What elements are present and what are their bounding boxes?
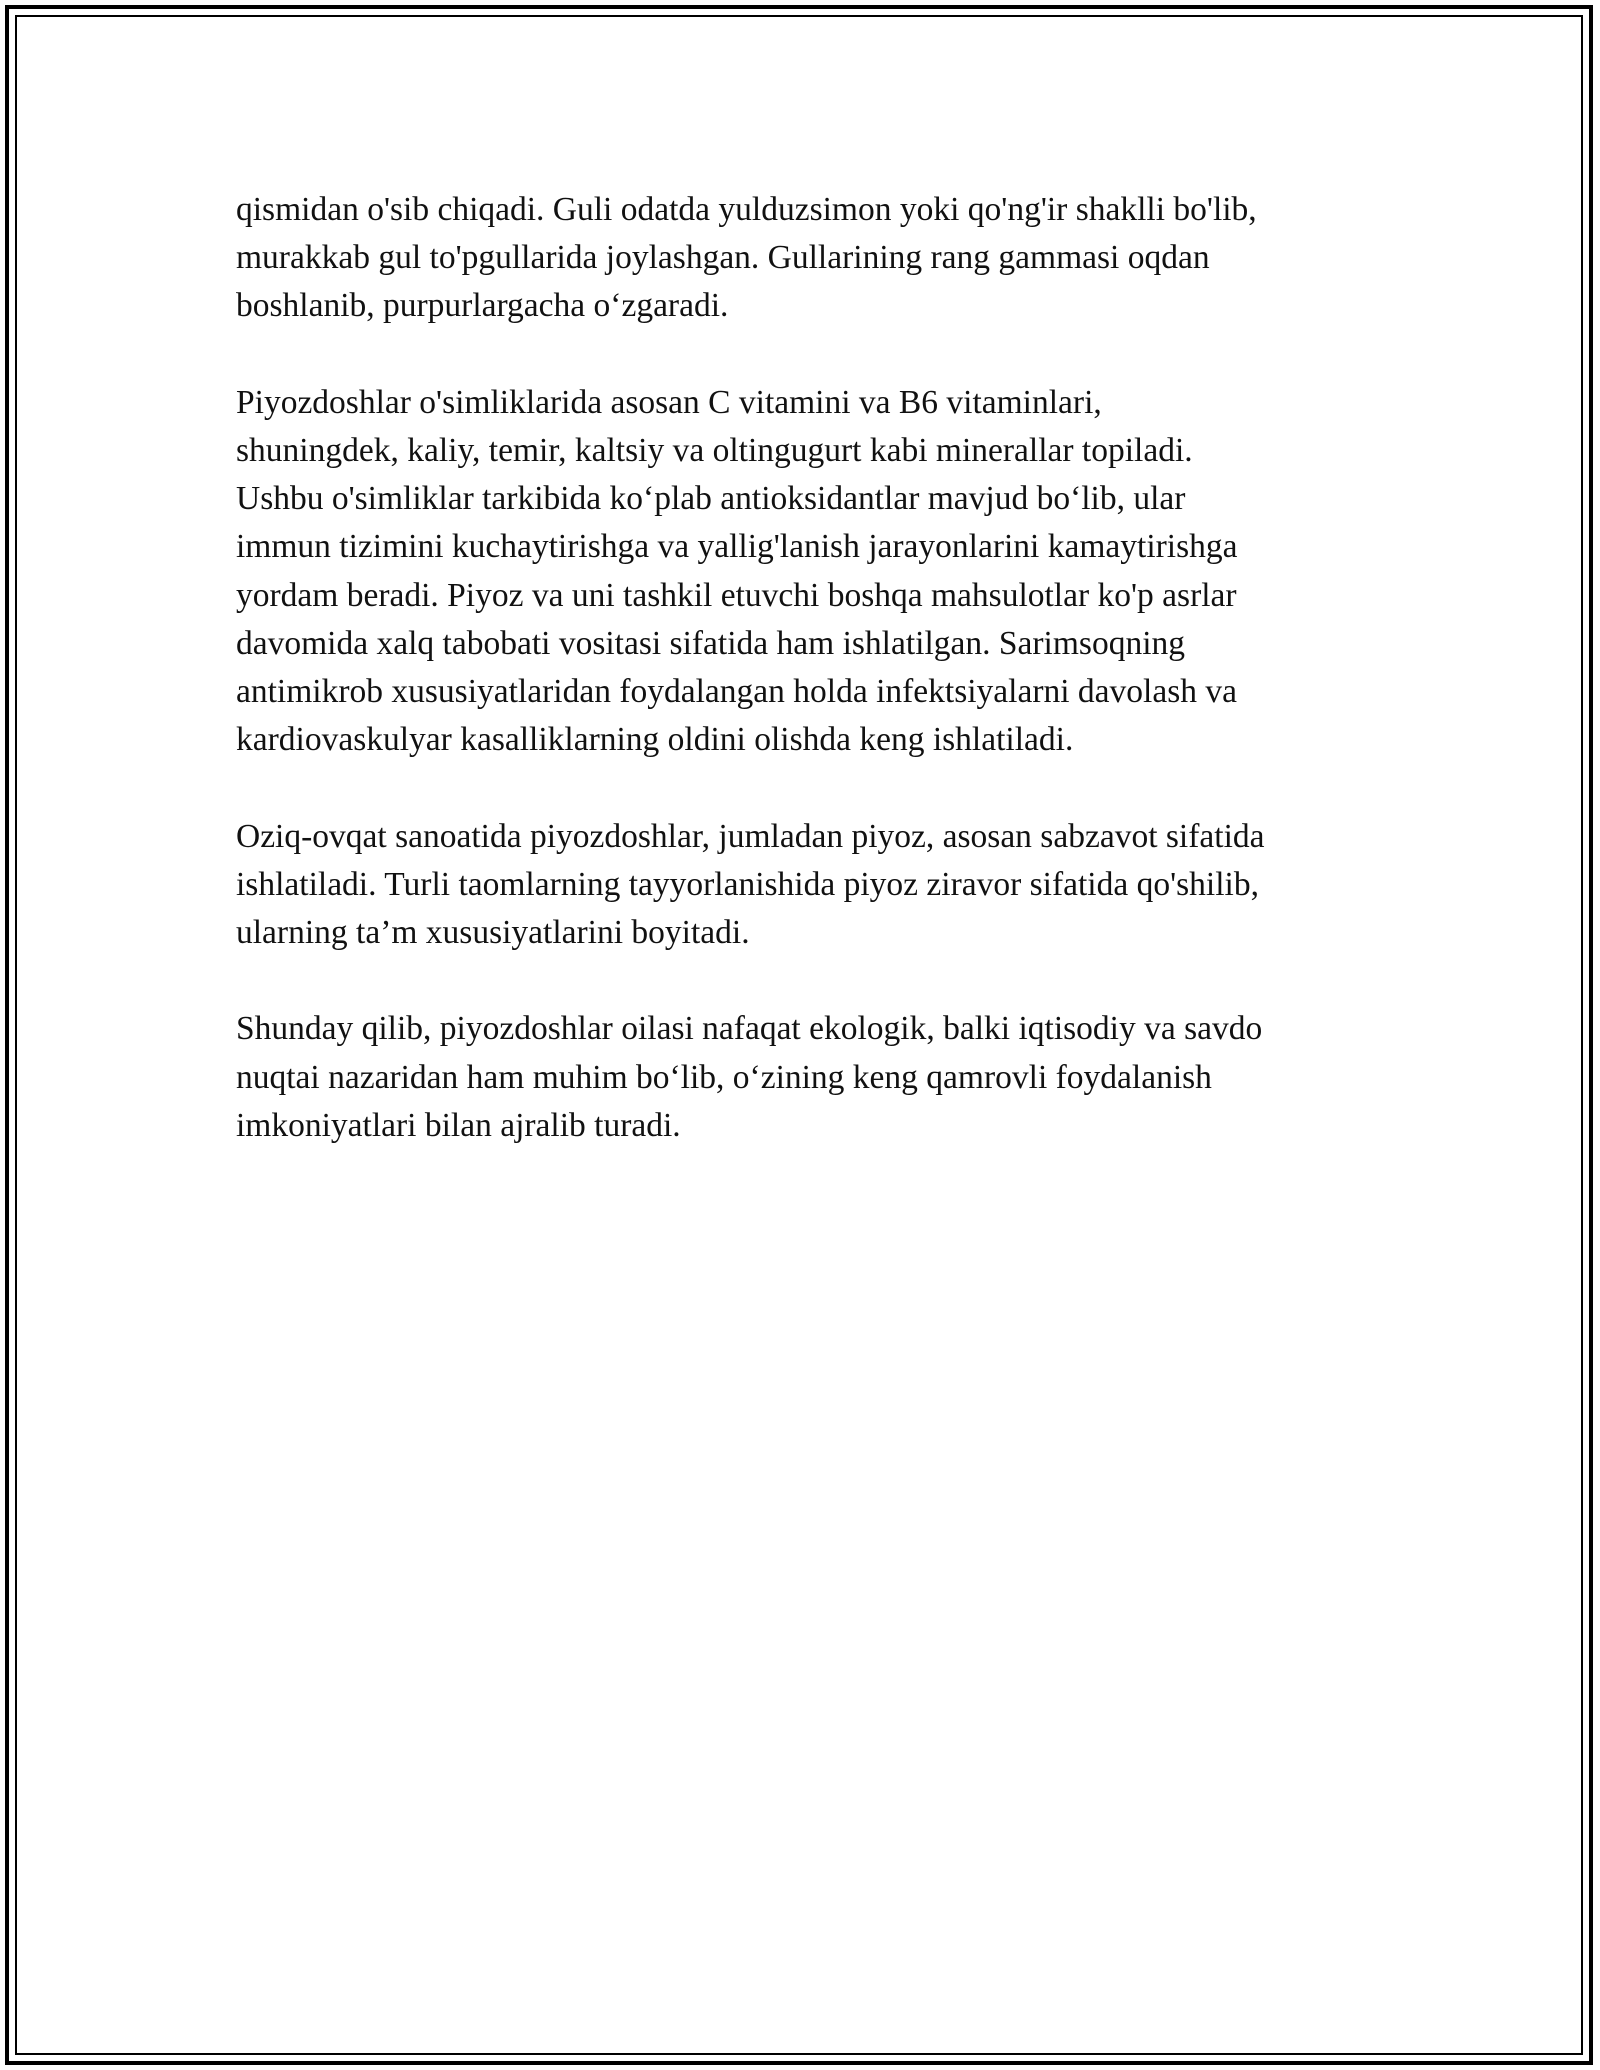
paragraph-3: Oziq-ovqat sanoatida piyozdoshlar, jumladan piyoz, asosan sabzavot sifatida ishlatiladi. Turli taomlarning tayyorlanishida piyoz ziravor sifatida qo'shilib, ularning ta’m xususiyatlarini boyitadi. bbox=[236, 817, 1265, 952]
paragraph-1: qismidan o'sib chiqadi. Guli odatda yulduzsimon yoki qo'ng'ir shaklli bo'lib, murakkab gul to'pgullarida joylashgan. Gullarining rang gammasi oqdan boshlanib, purpurlargacha o‘zgaradi. bbox=[236, 191, 1257, 325]
paragraph-2: Piyozdoshlar o'simliklarida asosan C vitamini va B6 vitaminlari, shuningdek, kaliy, temir, kaltsiy va oltingugurt kabi minerallar topiladi. Ushbu o'simliklar tarkibida ko‘plab antioksidantlar mavjud bo‘lib, ular immun tizimini kuchaytirishga va yallig'lanish jarayonlarini kamaytirishga yordam beradi. Piyoz va uni tashkil etuvchi boshqa mahsulotlar ko'p asrlar davomida xalq tabobati vositasi sifatida ham ishlatilgan. Sarimsoqning antimikrob xususiyatlaridan foydalangan holda infektsiyalarni davolash va kardiovaskulyar kasalliklarning oldini olishda keng ishlatiladi. bbox=[236, 383, 1238, 759]
page-content bbox=[236, 186, 1376, 1198]
paragraph-4: Shunday qilib, piyozdoshlar oilasi nafaqat ekologik, balki iqtisodiy va savdo nuqtai nazaridan ham muhim bo‘lib, o‘zining keng qamrovli foydalanish imkoniyatlari bilan ajralib turadi. bbox=[236, 1010, 1263, 1144]
